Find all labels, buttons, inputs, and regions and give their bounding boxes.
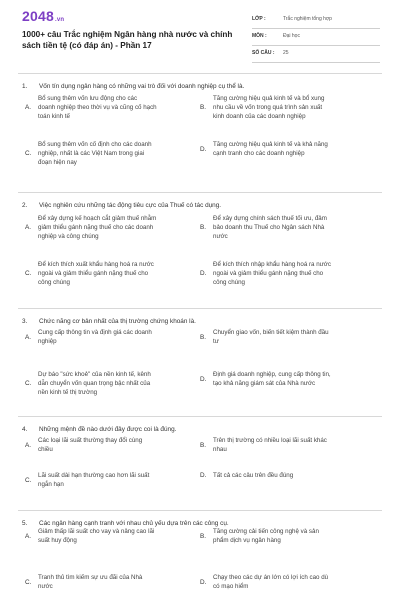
option-line: Cung cấp thông tin và định giá các doanh [38,329,152,336]
option-c[interactable] [25,471,195,489]
option-text [38,573,188,591]
option-line: Bổ sung thêm vốn cố định cho các doanh [38,141,152,148]
option-text [213,573,363,591]
option-text [38,214,188,241]
option-line: tạo khả năng giám sát của Nhà nước [213,380,316,387]
question-divider [18,192,382,193]
option-text [38,527,188,545]
option-a[interactable] [25,94,195,121]
question-body: Các ngân hàng cạnh tranh với nhau chủ yếu dựa trên các công cụ. [39,520,229,527]
option-line: công chúng [38,279,70,286]
option-line: nước [38,583,53,590]
meta-row-count [252,48,380,63]
option-letter: C. [25,380,32,387]
option-letter: A. [25,441,32,449]
option-text [38,94,188,121]
question-body: Những mệnh đề nào dưới đây được coi là đúng. [39,426,177,433]
option-line: cạnh tranh cho các doanh nghiệp [213,150,305,157]
option-letter: A. [25,104,32,111]
option-letter: B. [200,441,207,449]
option-b[interactable] [200,527,370,545]
option-a[interactable] [25,527,195,545]
question-number: 5. [22,520,28,527]
option-letter: C. [25,150,32,157]
option-text [38,436,188,454]
question-divider [18,416,382,417]
option-text [38,370,188,397]
option-d[interactable] [200,140,370,158]
option-line: Để xây dựng kế hoạch cắt giảm thuế nhằm [38,215,157,222]
option-line: phẩm dịch vụ ngân hàng [213,537,281,544]
option-line: giảm thiểu gánh nặng thuế cho các doanh [38,224,154,231]
question-divider [18,510,382,511]
question-number: 1. [22,83,28,90]
option-line: ngoài và giảm thiểu gánh nặng thuế cho [213,270,324,277]
option-line: Chạy theo các dự án lớn có lợi ích cao dù [213,574,329,581]
option-letter: D. [200,375,207,383]
option-line: Định giá doanh nghiệp, cung cấp thông tin, [213,371,331,378]
site-logo[interactable] [22,8,64,24]
meta-row-class [252,14,380,29]
option-text [38,471,188,489]
question-body: Việc nghiên cứu những tác động tiêu cực của Thuế có tác dụng. [39,202,222,209]
option-line: ngoài và giảm thiểu gánh nặng thuế cho [38,270,149,277]
option-line: Tăng cường cải tiến công nghệ và sản [213,528,319,535]
option-line: kinh doanh của các doanh nghiệp [213,113,306,120]
option-line: Để kích thích xuất khẩu hàng hoá ra nước [38,261,154,268]
option-line: nhau [213,446,227,453]
option-letter: A. [25,224,32,231]
option-line: Giảm thấp lãi suất cho vay và nâng cao lãi [38,528,155,535]
option-text [213,471,363,480]
option-line: ngắn hạn [38,481,64,488]
logo-suffix: .vn [54,17,65,23]
meta-table [252,14,380,63]
option-letter: C. [25,578,32,586]
header [0,0,400,74]
question-divider [18,308,382,309]
option-d[interactable] [200,260,370,287]
option-line: dẫn chuyển vốn quan trọng bậc nhất của [38,380,151,387]
question-body: Chức năng cơ bản nhất của thị trường chứng khoán là. [39,318,196,325]
logo-text: 2048 [22,8,54,24]
option-letter: C. [25,270,32,277]
option-letter: D. [200,145,207,153]
meta-value: Trắc nghiệm tổng hợp [283,16,332,22]
question-divider [18,73,382,74]
option-line: toán kinh tế [38,113,70,120]
option-text [213,370,363,388]
question-number: 2. [22,202,28,209]
option-c[interactable] [25,140,195,167]
question-body: Vốn tín dụng ngân hàng có những vai trò đối với doanh nghiệp cụ thể là. [39,83,245,90]
option-letter: B. [200,532,207,540]
option-a[interactable] [25,328,195,346]
option-line: Dự báo "sức khoẻ" của nền kinh tế, kênh [38,371,151,378]
option-line: nước [213,233,228,240]
option-line: Để kích thích nhập khẩu hàng hoá ra nước [213,261,331,268]
question-text [22,83,244,91]
question-number: 4. [22,426,28,433]
option-line: nghiệp và công chúng [38,233,99,240]
option-b[interactable] [200,94,370,121]
option-a[interactable] [25,436,195,454]
option-text [213,140,363,158]
meta-row-subject [252,31,380,46]
option-text [213,527,363,545]
option-letter: A. [25,532,32,540]
option-letter: D. [200,578,207,586]
meta-key: SỐ CÂU : [252,50,275,56]
option-letter: A. [25,333,32,341]
option-text [213,328,363,346]
option-text [38,140,188,167]
meta-key: LỚP : [252,16,266,22]
question-number: 3. [22,318,28,325]
option-line: doanh nghiệp theo thời vụ và cũng cố hạch [38,104,157,111]
option-letter: D. [200,472,207,479]
option-letter: D. [200,270,207,277]
option-line: bảo doanh thu Thuế cho Ngân sách Nhà [213,224,325,231]
option-line: nghiệp, nhất là các Việt Nam trong giai [38,150,145,157]
option-line: Tranh thủ tìm kiếm sự ưu đãi của Nhà [38,574,143,581]
option-line: Bổ sung thêm vốn lưu động cho các [38,95,138,102]
option-a[interactable] [25,214,195,241]
meta-key: MÔN : [252,33,267,39]
option-b[interactable] [200,214,370,241]
option-line: Lãi suất dài hạn thường cao hơn lãi suất [38,472,150,479]
option-text [213,436,363,454]
option-line: đoạn hiện nay [38,159,77,166]
option-text [38,260,188,287]
option-text [213,94,363,121]
option-line: Các loại lãi suất thường thay đổi cùng [38,437,143,444]
option-letter: B. [200,104,207,111]
option-letter: C. [25,476,32,484]
option-line: chiều [38,446,53,453]
option-text [213,260,363,287]
option-c[interactable] [25,370,195,397]
question-text [22,202,221,210]
meta-value: 25 [283,50,289,56]
option-d[interactable] [200,573,370,591]
question-text [22,426,176,434]
option-b[interactable] [200,436,370,454]
option-line: Trên thị trường có nhiều loại lãi suất khác [213,437,327,444]
option-line: có mạo hiểm [213,583,249,590]
option-line: Để xây dựng chính sách thuế tối ưu, đảm [213,215,327,222]
option-line: suất huy động [38,537,77,544]
option-line: công chúng [213,279,245,286]
option-d[interactable] [200,471,370,480]
option-letter: B. [200,333,207,341]
option-letter: B. [200,224,207,231]
option-c[interactable] [25,260,195,287]
option-text [38,328,188,346]
option-line: Chuyển giao vốn, biến tiết kiệm thành đầu [213,329,329,336]
option-text [213,214,363,241]
option-line: tư [213,338,219,345]
page-title: 1000+ câu Trắc nghiệm Ngân hàng nhà nước và chính sách tiền tệ (có đáp án) - Phần 17 [22,30,233,50]
option-line: Tất cả các câu trên đều đúng [213,472,294,479]
option-line: nghiệp [38,338,57,345]
option-line: Tăng cường hiệu quả kinh tế và khả năng [213,141,328,148]
meta-value: Đại học [283,33,300,39]
question-text [22,318,196,326]
option-c[interactable] [25,573,195,591]
option-line: nền kinh tế thị trường [38,389,98,396]
option-d[interactable] [200,370,370,388]
option-line: Tăng cường hiệu quả kinh tế và bổ xung [213,95,325,102]
option-line: nhu cầu về vốn trong quá trình sản xuất [213,104,323,111]
option-b[interactable] [200,328,370,346]
